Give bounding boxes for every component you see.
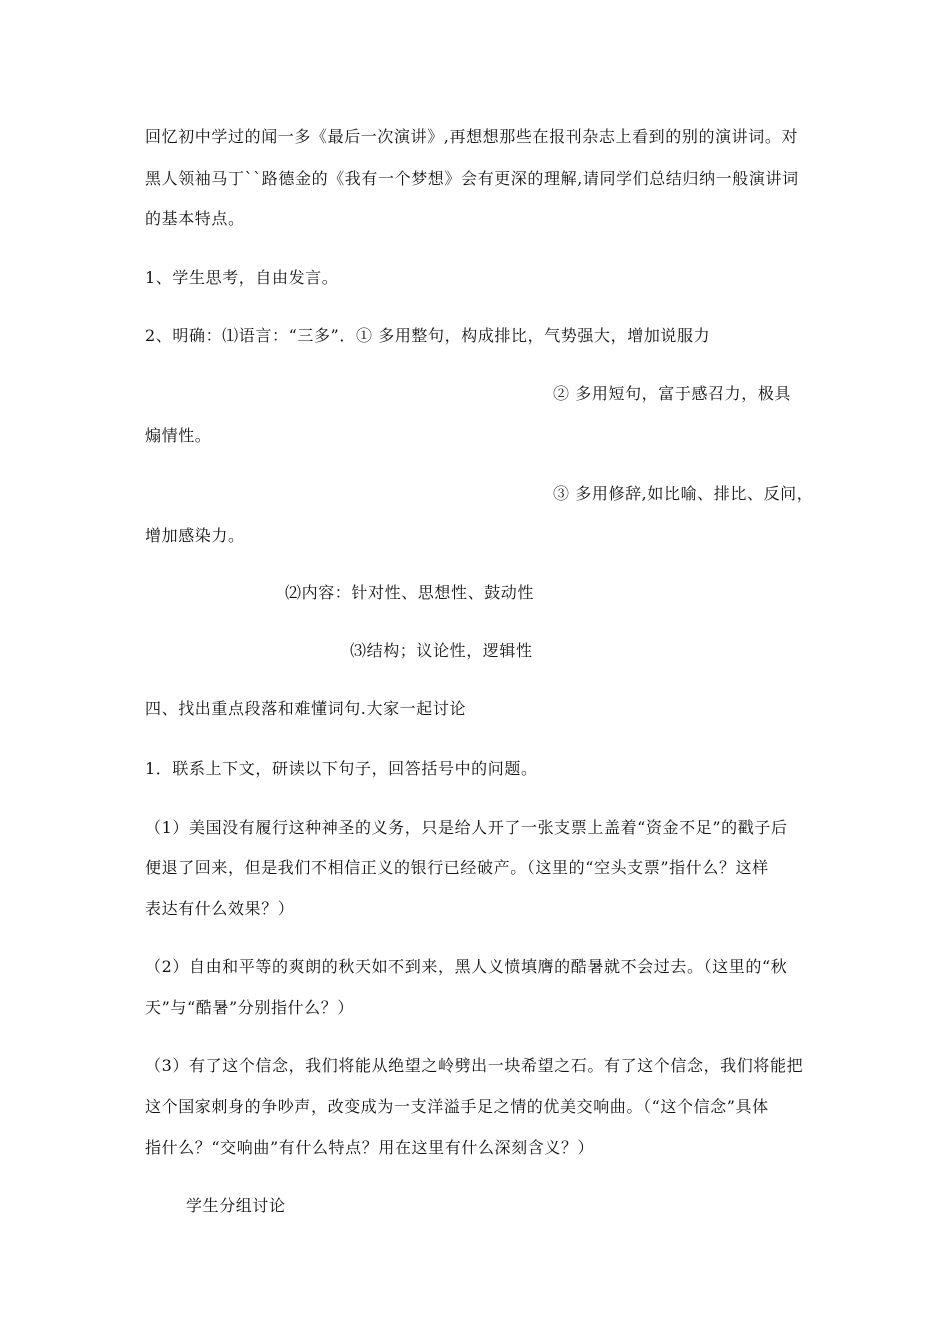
question-line: （1）美国没有履行这种神圣的义务，只是给人开了一张支票上盖着“资金不足”的戳子后 (145, 818, 788, 837)
paragraph-line: 煽情性。 (145, 426, 212, 445)
paragraph-line: 增加感染力。 (145, 526, 245, 545)
question-line: （3）有了这个信念，我们将能从绝望之岭劈出一块希望之石。有了这个信念，我们将能把 (145, 1056, 804, 1075)
list-subitem: ⑶结构；议论性，逻辑性 (350, 641, 533, 660)
question-line: 表达有什么效果？） (145, 899, 295, 918)
list-subitem: ⑵内容：针对性、思想性、鼓动性 (285, 583, 535, 602)
question-line: （2）自由和平等的爽朗的秋天如不到来，黑人义愤填膺的酷暑就不会过去。（这里的“秋 (145, 957, 788, 976)
paragraph-line: 学生分组讨论 (186, 1196, 286, 1215)
paragraph-line: 黑人领袖马丁``路德金的《我有一个梦想》会有更深的理解,请同学们总结归纳一般演讲词 (145, 169, 799, 188)
list-item: 2、明确：⑴语言：“三多”．① 多用整句，构成排比，气势强大，增加说服力 (145, 326, 711, 345)
question-line: 指什么？“交响曲”有什么特点？用在这里有什么深刻含义？） (145, 1138, 595, 1157)
question-line: 这个国家刺身的争吵声，改变成为一支洋溢手足之情的优美交响曲。（“这个信念”具体 (145, 1097, 769, 1116)
section-heading: 四、找出重点段落和难懂词句.大家一起讨论 (145, 699, 467, 718)
list-item: 1．联系上下文，研读以下句子，回答括号中的问题。 (145, 759, 538, 778)
question-line: 天”与“酷暑”分别指什么？） (145, 998, 354, 1017)
list-item: 1、学生思考，自由发言。 (145, 268, 339, 287)
paragraph-line: 回忆初中学过的闻一多《最后一次演讲》,再想想那些在报刊杂志上看到的别的演讲词。对 (145, 127, 799, 146)
list-subitem: ② 多用短句，富于感召力，极具 (553, 384, 792, 403)
question-line: 便退了回来，但是我们不相信正义的银行已经破产。（这里的“空头支票”指什么？这样 (145, 858, 769, 877)
paragraph-line: 的基本特点。 (145, 209, 245, 228)
list-subitem: ③ 多用修辞,如比喻、排比、反问， (553, 484, 814, 503)
